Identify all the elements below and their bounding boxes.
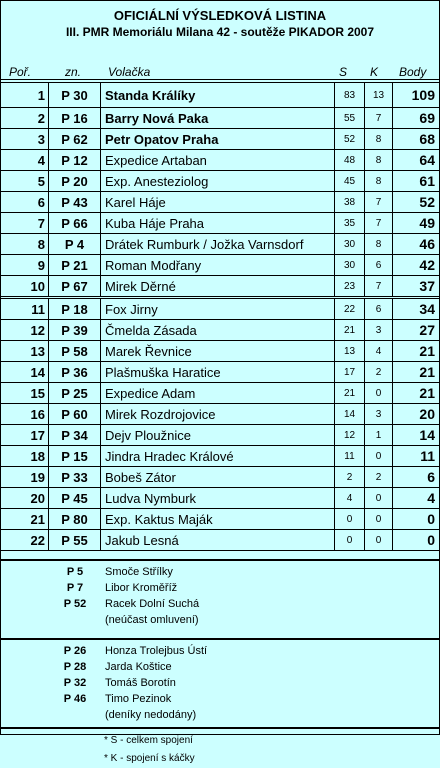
k-contacts-cell: 0 [365, 530, 393, 550]
excused-name: Racek Dolní Suchá [105, 598, 200, 610]
contacts-cell: 11 [335, 446, 365, 466]
contacts-cell: 48 [335, 150, 365, 170]
points-cell: 21 [419, 385, 435, 401]
contacts-cell: 35 [335, 213, 365, 233]
k-contacts-cell: 7 [365, 192, 393, 212]
column-headers [1, 53, 439, 79]
name-cell: Plašmuška Haratice [101, 362, 335, 382]
excused-code: P 7 [66, 582, 84, 594]
call-sign-cell: P 36 [49, 362, 101, 382]
rank-cell: 16 [1, 404, 49, 424]
points-cell: 109 [411, 87, 435, 103]
no-logs-code: P 26 [63, 645, 87, 657]
header [1, 1, 439, 53]
rank-cell: 18 [1, 446, 49, 466]
call-sign-cell: P 15 [49, 446, 101, 466]
no-logs-section [1, 638, 439, 725]
call-sign-cell: P 39 [49, 320, 101, 340]
points-cell: 21 [419, 343, 435, 359]
name-cell: Dejv Ploužnice [101, 425, 335, 445]
rank-cell: 9 [1, 255, 49, 275]
name-cell: Marek Řevnice [101, 341, 335, 361]
table-row [1, 234, 439, 255]
call-sign-cell: P 34 [49, 425, 101, 445]
name-cell: Ludva Nymburk [101, 488, 335, 508]
rank-cell: 22 [1, 530, 49, 550]
rank-cell: 14 [1, 362, 49, 382]
name-cell: Exp. Kaktus Maják [101, 509, 335, 529]
points-cell: 21 [419, 364, 435, 380]
table-row [1, 488, 439, 509]
rank-cell: 10 [1, 276, 49, 296]
column-header-name: Volačka [108, 65, 151, 79]
points-cell: 4 [427, 490, 435, 506]
points-cell: 11 [420, 448, 435, 464]
footnotes [1, 727, 439, 768]
points-cell: 0 [427, 511, 435, 527]
points-cell: 0 [427, 532, 435, 548]
points-cell: 37 [419, 278, 435, 294]
contacts-cell: 17 [335, 362, 365, 382]
results-table [1, 79, 439, 551]
call-sign-cell: P 30 [49, 83, 101, 107]
rank-cell: 1 [1, 83, 49, 107]
excused-name: Smoče Střílky [105, 566, 173, 578]
no-logs-name: Jarda Koštice [105, 661, 172, 673]
k-contacts-cell: 7 [365, 108, 393, 128]
name-cell: Jakub Lesná [101, 530, 335, 550]
name-cell: Fox Jirny [101, 299, 335, 319]
contacts-cell: 45 [335, 171, 365, 191]
name-cell: Drátek Rumburk / Jožka Varnsdorf [101, 234, 335, 254]
no-logs-code: P 28 [63, 661, 87, 673]
excused-code: P 5 [66, 566, 84, 578]
column-header-s: S [339, 65, 348, 79]
contacts-cell: 14 [335, 404, 365, 424]
points-cell: 46 [419, 236, 435, 252]
contacts-cell: 2 [335, 467, 365, 487]
name-cell: Čmelda Zásada [101, 320, 335, 340]
no-logs-name: Timo Pezinok [105, 693, 172, 705]
page-title: OFICIÁLNÍ VÝSLEDKOVÁ LISTINA [113, 8, 327, 23]
k-contacts-cell: 0 [365, 446, 393, 466]
k-contacts-cell: 8 [365, 234, 393, 254]
k-contacts-cell: 3 [365, 404, 393, 424]
no-logs-row [1, 661, 439, 677]
contacts-cell: 21 [335, 320, 365, 340]
k-contacts-cell: 3 [365, 320, 393, 340]
column-header-code: zn. [65, 65, 82, 79]
column-header-k: K [370, 65, 379, 79]
call-sign-cell: P 60 [49, 404, 101, 424]
rank-cell: 5 [1, 171, 49, 191]
table-row [1, 213, 439, 234]
rank-cell: 2 [1, 108, 49, 128]
no-logs-note-row [1, 709, 439, 725]
k-contacts-cell: 2 [365, 467, 393, 487]
excused-code: P 52 [63, 598, 87, 610]
call-sign-cell: P 58 [49, 341, 101, 361]
k-contacts-cell: 8 [365, 150, 393, 170]
excused-note: (neúčast omluvení) [105, 614, 199, 626]
k-contacts-cell: 4 [365, 341, 393, 361]
table-row [1, 509, 439, 530]
name-cell: Mirek Rozdrojovice [101, 404, 335, 424]
points-cell: 68 [419, 131, 435, 147]
call-sign-cell: P 18 [49, 299, 101, 319]
name-cell: Jindra Hradec Králové [101, 446, 335, 466]
contacts-cell: 0 [335, 509, 365, 529]
k-contacts-cell: 8 [365, 129, 393, 149]
points-cell: 27 [419, 322, 435, 338]
no-logs-name: Tomáš Borotín [105, 677, 176, 689]
name-cell: Expedice Adam [101, 383, 335, 403]
rank-cell: 19 [1, 467, 49, 487]
page-subtitle: III. PMR Memoriálu Milana 42 - soutěže PIKADOR 2007 [65, 25, 375, 39]
name-cell: Kuba Háje Praha [101, 213, 335, 233]
table-row [1, 276, 439, 297]
rank-cell: 21 [1, 509, 49, 529]
table-row [1, 320, 439, 341]
table-row [1, 341, 439, 362]
call-sign-cell: P 21 [49, 255, 101, 275]
call-sign-cell: P 20 [49, 171, 101, 191]
call-sign-cell: P 45 [49, 488, 101, 508]
no-logs-row [1, 677, 439, 693]
name-cell: Petr Opatov Praha [101, 129, 335, 149]
k-contacts-cell: 8 [365, 171, 393, 191]
rank-cell: 12 [1, 320, 49, 340]
call-sign-cell: P 62 [49, 129, 101, 149]
footnote-s: * S - celkem spojení [104, 735, 193, 746]
points-cell: 69 [419, 110, 435, 126]
call-sign-cell: P 4 [49, 234, 101, 254]
table-row [1, 192, 439, 213]
k-contacts-cell: 7 [365, 213, 393, 233]
footnote-k: * K - spojení s káčky [104, 753, 195, 764]
no-logs-code: P 32 [63, 677, 87, 689]
column-header-points: Body [399, 65, 427, 79]
excused-row [1, 582, 439, 598]
call-sign-cell: P 66 [49, 213, 101, 233]
name-cell: Expedice Artaban [101, 150, 335, 170]
rank-cell: 8 [1, 234, 49, 254]
contacts-cell: 12 [335, 425, 365, 445]
table-row [1, 404, 439, 425]
call-sign-cell: P 43 [49, 192, 101, 212]
call-sign-cell: P 12 [49, 150, 101, 170]
points-cell: 61 [419, 173, 435, 189]
name-cell: Karel Háje [101, 192, 335, 212]
contacts-cell: 30 [335, 234, 365, 254]
name-cell: Mirek Děrné [101, 276, 335, 296]
table-row [1, 108, 439, 129]
excused-row [1, 598, 439, 614]
call-sign-cell: P 16 [49, 108, 101, 128]
rank-cell: 7 [1, 213, 49, 233]
points-cell: 14 [419, 427, 435, 443]
k-contacts-cell: 1 [365, 425, 393, 445]
points-cell: 42 [419, 257, 435, 273]
name-cell: Exp. Anesteziolog [101, 171, 335, 191]
table-row [1, 255, 439, 276]
table-row [1, 129, 439, 150]
excused-note-row [1, 614, 439, 630]
rank-cell: 20 [1, 488, 49, 508]
rank-cell: 13 [1, 341, 49, 361]
call-sign-cell: P 55 [49, 530, 101, 550]
points-cell: 20 [419, 406, 435, 422]
rank-cell: 4 [1, 150, 49, 170]
rank-cell: 11 [1, 299, 49, 319]
table-row [1, 383, 439, 404]
k-contacts-cell: 6 [365, 299, 393, 319]
contacts-cell: 30 [335, 255, 365, 275]
k-contacts-cell: 0 [365, 383, 393, 403]
contacts-cell: 23 [335, 276, 365, 296]
table-row [1, 171, 439, 192]
no-logs-note: (deníky nedodány) [105, 709, 197, 721]
contacts-cell: 83 [335, 83, 365, 107]
points-cell: 34 [419, 301, 435, 317]
points-cell: 52 [419, 194, 435, 210]
contacts-cell: 52 [335, 129, 365, 149]
table-row [1, 82, 439, 108]
k-contacts-cell: 0 [365, 509, 393, 529]
column-header-rank: Poř. [9, 65, 32, 79]
table-row [1, 362, 439, 383]
k-contacts-cell: 13 [365, 83, 393, 107]
points-cell: 6 [427, 469, 435, 485]
contacts-cell: 22 [335, 299, 365, 319]
k-contacts-cell: 2 [365, 362, 393, 382]
points-cell: 64 [419, 152, 435, 168]
no-logs-code: P 46 [63, 693, 87, 705]
table-row [1, 298, 439, 320]
no-logs-row [1, 693, 439, 709]
call-sign-cell: P 25 [49, 383, 101, 403]
rank-cell: 15 [1, 383, 49, 403]
rank-cell: 6 [1, 192, 49, 212]
name-cell: Standa Králíky [101, 83, 335, 107]
table-row [1, 150, 439, 171]
table-row [1, 530, 439, 551]
k-contacts-cell: 6 [365, 255, 393, 275]
table-row [1, 425, 439, 446]
excused-row [1, 566, 439, 582]
contacts-cell: 38 [335, 192, 365, 212]
contacts-cell: 4 [335, 488, 365, 508]
no-logs-name: Honza Trolejbus Ústí [105, 645, 208, 657]
table-row [1, 467, 439, 488]
k-contacts-cell: 0 [365, 488, 393, 508]
k-contacts-cell: 7 [365, 276, 393, 296]
contacts-cell: 13 [335, 341, 365, 361]
contacts-cell: 55 [335, 108, 365, 128]
contacts-cell: 21 [335, 383, 365, 403]
rank-cell: 17 [1, 425, 49, 445]
excused-name: Libor Kroměříž [105, 582, 178, 594]
call-sign-cell: P 67 [49, 276, 101, 296]
call-sign-cell: P 80 [49, 509, 101, 529]
name-cell: Roman Modřany [101, 255, 335, 275]
contacts-cell: 0 [335, 530, 365, 550]
name-cell: Barry Nová Paka [101, 108, 335, 128]
name-cell: Bobeš Zátor [101, 467, 335, 487]
excused-section [1, 559, 439, 630]
points-cell: 49 [419, 215, 435, 231]
call-sign-cell: P 33 [49, 467, 101, 487]
rank-cell: 3 [1, 129, 49, 149]
table-row [1, 446, 439, 467]
no-logs-row [1, 645, 439, 661]
